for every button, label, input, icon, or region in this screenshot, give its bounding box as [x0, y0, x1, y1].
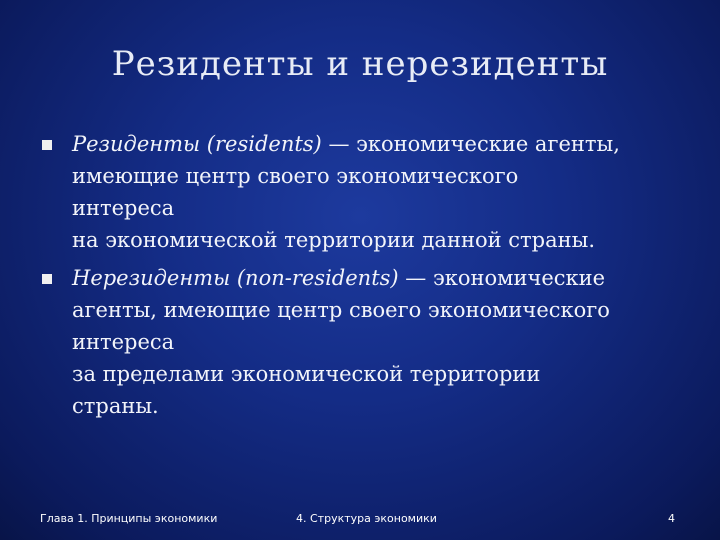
definition-line: имеющие центр своего экономического [72, 164, 519, 188]
slide-title: Резиденты и нерезиденты [111, 44, 609, 84]
bullet-first-line [72, 128, 698, 160]
page-number: 4 [668, 512, 675, 525]
definition-start: — экономические [405, 266, 606, 290]
bullet-item-residents [38, 128, 698, 256]
bullet-list [38, 128, 698, 428]
definition-line: интереса [72, 196, 175, 220]
definition-line: на экономической территории данной страны. [72, 228, 595, 252]
definition-start: — экономические агенты, [328, 132, 620, 156]
square-bullet-icon [42, 274, 52, 284]
definition-line: агенты, имеющие центр своего экономического [72, 298, 610, 322]
bullet-first-line [72, 262, 698, 294]
definition-line: интереса [72, 330, 175, 354]
term-nonresidents: Нерезиденты (non-residents) [72, 266, 399, 290]
square-bullet-icon [42, 140, 52, 150]
term-residents: Резиденты (residents) [72, 132, 322, 156]
definition-line: страны. [72, 394, 159, 418]
bullet-item-nonresidents [38, 262, 698, 422]
definition-line: за пределами экономической территории [72, 362, 541, 386]
footer-chapter: Глава 1. Принципы экономики [40, 512, 218, 525]
footer-section: 4. Структура экономики [296, 512, 437, 525]
